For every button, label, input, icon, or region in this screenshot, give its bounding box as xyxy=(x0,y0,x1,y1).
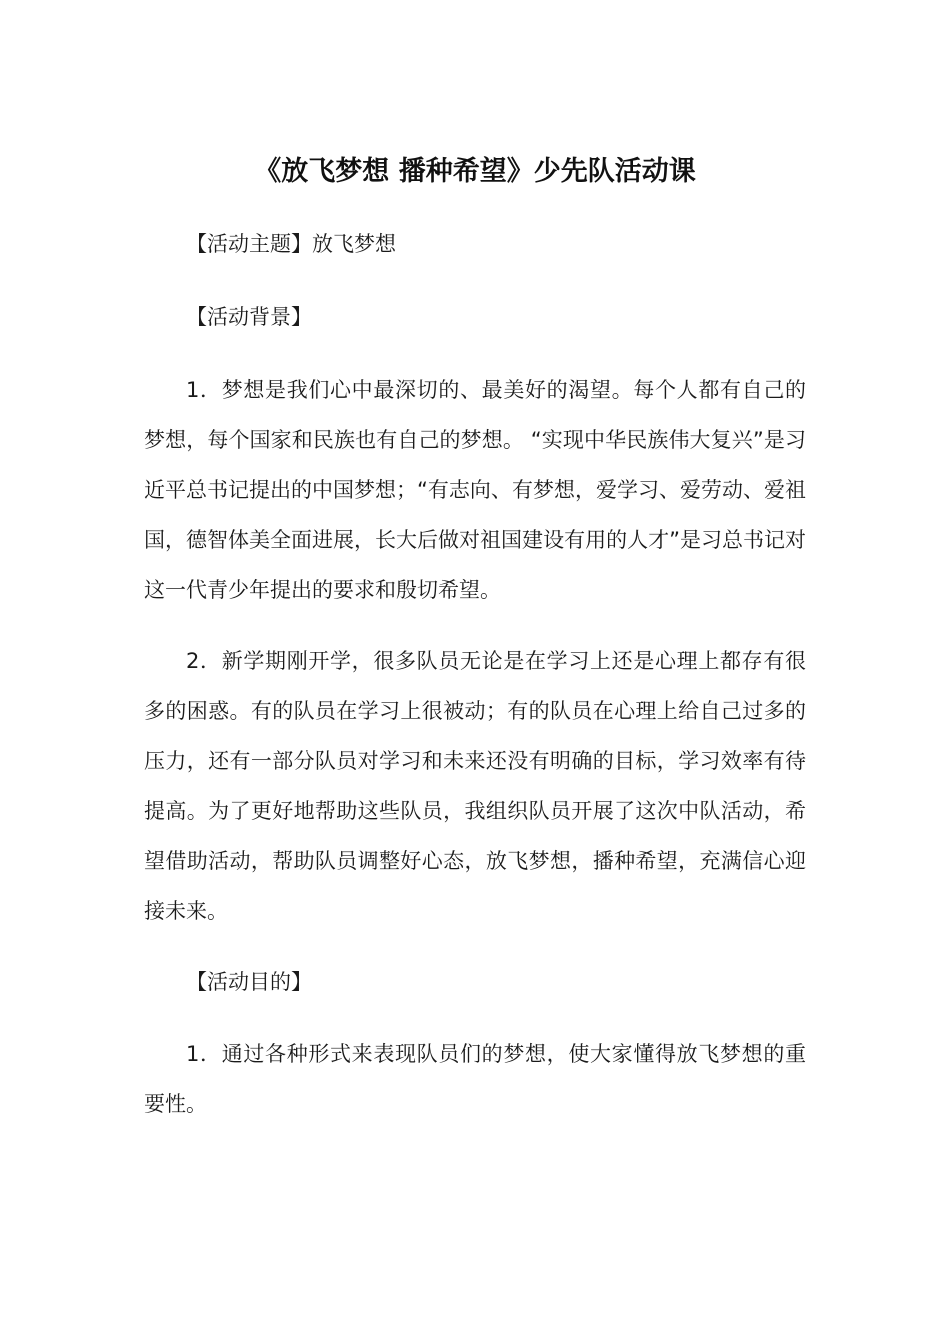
purpose-paragraph-1: 1．通过各种形式来表现队员们的梦想，使大家懂得放飞梦想的重要性。 xyxy=(144,1042,806,1116)
background-paragraph-1: 1．梦想是我们心中最深切的、最美好的渴望。每个人都有自己的梦想，每个国家和民族也有自己的梦想。 “实现中华民族伟大复兴”是习近平总书记提出的中国梦想；“有志向、有梦想，爱学习、爱劳动、爱祖国，德智体美全面进展，长大后做对祖国建设有用的人才”是习总书记对这一代青少年提出的要求和殷切希望。 xyxy=(144,378,806,602)
theme-line: 【活动主题】放飞梦想 xyxy=(186,232,396,256)
background-heading: 【活动背景】 xyxy=(186,305,312,329)
document-title: 《放飞梦想 播种希望》少先队活动课 xyxy=(254,156,696,187)
purpose-heading: 【活动目的】 xyxy=(186,970,312,994)
background-paragraph-2: 2．新学期刚开学，很多队员无论是在学习上还是心理上都存有很多的困惑。有的队员在学习上很被动；有的队员在心理上给自己过多的压力，还有一部分队员对学习和未来还没有明确的目标，学习效率有待提高。为了更好地帮助这些队员，我组织队员开展了这次中队活动，希望借助活动，帮助队员调整好心态，放飞梦想，播种希望，充满信心迎接未来。 xyxy=(144,649,806,923)
